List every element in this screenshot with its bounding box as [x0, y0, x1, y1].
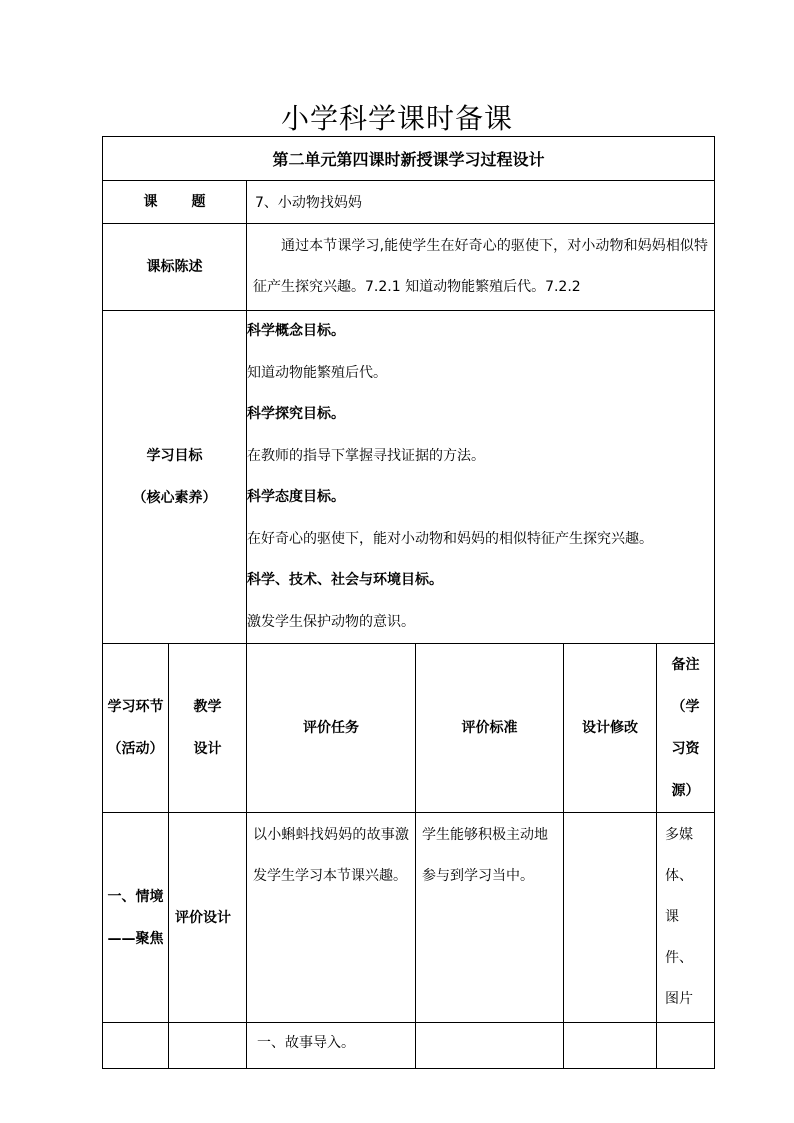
table-header: 第二单元第四课时新授课学习过程设计 — [103, 137, 715, 181]
document-title: 小学科学课时备课 — [280, 102, 513, 135]
goal-text-concept: 知道动物能繁殖后代。 — [247, 364, 387, 381]
goal-heading-society: 科学、技术、社会与环境目标。 — [247, 572, 443, 588]
col-standard-header: 评价标准 — [416, 644, 564, 813]
notes-cell: 多媒体、课件、图片 — [657, 813, 715, 1023]
goal-text-attitude: 在好奇心的驱使下，能对小动物和妈妈的相似特征产生探究兴趣。 — [247, 530, 653, 547]
empty-cell — [564, 1023, 657, 1069]
empty-cell — [657, 1023, 715, 1069]
goals-label — [103, 311, 247, 644]
goal-heading-attitude: 科学态度目标。 — [247, 489, 345, 505]
col-revision-header: 设计修改 — [564, 644, 657, 813]
column-header-row — [103, 644, 715, 813]
empty-cell — [103, 1023, 169, 1069]
goal-heading-inquiry: 科学探究目标。 — [247, 406, 345, 422]
table-row — [103, 813, 715, 1023]
col-notes-header: 备注（学习资源） — [657, 644, 715, 813]
topic-row — [103, 181, 715, 224]
col-task-header: 评价任务 — [247, 644, 416, 813]
empty-cell — [169, 1023, 247, 1069]
col-stage-header: 学习环节（活动） — [103, 644, 169, 813]
goals-label-line-1: 学习目标 — [146, 448, 203, 464]
topic-label: 课题 — [103, 181, 247, 224]
goal-text-society: 激发学生保护动物的意识。 — [247, 613, 415, 630]
task-cell: 一、故事导入。 — [247, 1023, 416, 1069]
standard-text: 通过本节课学习,能使学生在好奇心的驱使下，对小动物和妈妈相似特征产生探究兴趣。7.2.1 知道动物能繁殖后代。7.2.2 — [247, 224, 715, 311]
teaching-cell: 评价设计 — [169, 813, 247, 1023]
standard-label: 课标陈述 — [103, 224, 247, 311]
stage-cell: 一、情境——聚焦 — [103, 813, 169, 1023]
standard-row — [103, 224, 715, 311]
revision-cell — [564, 813, 657, 1023]
col-teaching-header: 教学设计 — [169, 644, 247, 813]
topic-value: 7、小动物找妈妈 — [247, 181, 715, 224]
goals-label-line-2: （核心素养） — [132, 490, 217, 506]
lesson-plan-table — [102, 136, 715, 1069]
empty-cell — [416, 1023, 564, 1069]
goals-content — [247, 311, 715, 644]
task-cell: 以小蝌蚪找妈妈的故事激发学生学习本节课兴趣。 — [247, 813, 416, 1023]
goals-row — [103, 311, 715, 644]
standard-cell: 学生能够积极主动地参与到学习当中。 — [416, 813, 564, 1023]
goal-heading-concept: 科学概念目标。 — [247, 323, 345, 339]
table-header-row — [103, 137, 715, 181]
table-row — [103, 1023, 715, 1069]
goal-text-inquiry: 在教师的指导下掌握寻找证据的方法。 — [247, 447, 485, 464]
